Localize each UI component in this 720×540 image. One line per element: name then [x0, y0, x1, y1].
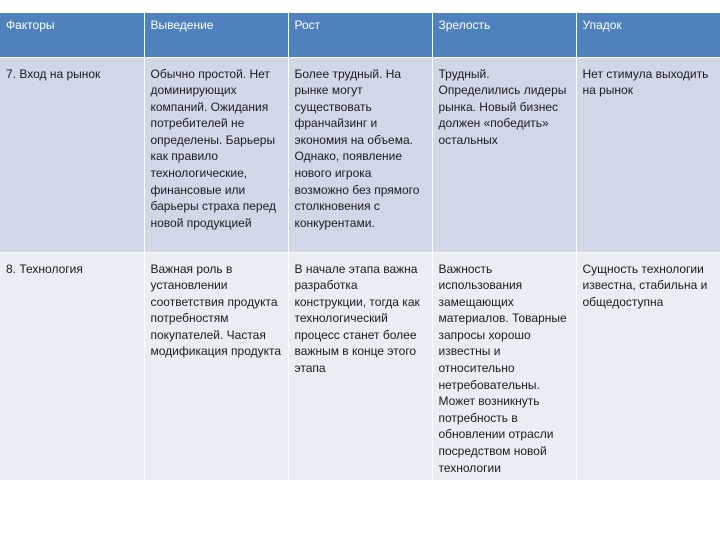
cell-text: Важность использования замещающих материалов. Товарные запросы хорошо известны и относительно нетребовательны. Может возникнуть потребность в обновлении отрасли посредством новой технологии — [438, 261, 567, 475]
cell-text: В начале этапа важна разработка конструкции, тогда как технологический процесс станет более важным в конце этого этапа — [294, 261, 420, 376]
cell-growth — [288, 57, 432, 252]
cell-text: Более трудный. На рынке могут существовать франчайзинг и экономия на объема. Однако, появление нового игрока возможно без прямого столкновения с конкурентами. — [294, 66, 420, 230]
header-decline: Упадок — [576, 13, 720, 57]
cell-decline — [576, 57, 720, 252]
cell-introduction — [144, 252, 288, 480]
cell-text: Обычно простой. Нет доминирующих компаний. Ожидания потребителей не определены. Барьеры как правило технологические, финансовые или барьеры страха перед новой продукцией — [150, 66, 276, 230]
cell-introduction — [144, 57, 288, 252]
cell-text: Трудный. Определились лидеры рынка. Новый бизнес должен «победить» остальных — [438, 66, 567, 147]
header-introduction: Выведение — [144, 13, 288, 57]
header-row — [0, 13, 720, 57]
table-row-market-entry — [0, 57, 720, 252]
cell-factor — [0, 57, 144, 252]
cell-growth — [288, 252, 432, 480]
cell-maturity — [432, 57, 576, 252]
cell-text: 7. Вход на рынок — [6, 66, 101, 81]
header-maturity: Зрелость — [432, 13, 576, 57]
cell-decline — [576, 252, 720, 480]
header-growth: Рост — [288, 13, 432, 57]
cell-text: Важная роль в установлении соответствия продукта потребностям покупателей. Частая модификация продукта — [150, 261, 282, 359]
table-body — [0, 57, 720, 480]
header-factors: Факторы — [0, 13, 144, 57]
table-row-technology — [0, 252, 720, 480]
lifecycle-factors-table — [0, 13, 720, 480]
cell-text: Нет стимула выходить на рынок — [582, 66, 709, 98]
cell-factor — [0, 252, 144, 480]
cell-text: 8. Технология — [6, 261, 83, 276]
cell-text: Сущность технологии известна, стабильна и общедоступна — [582, 261, 708, 309]
table-header — [0, 13, 720, 57]
cell-maturity — [432, 252, 576, 480]
